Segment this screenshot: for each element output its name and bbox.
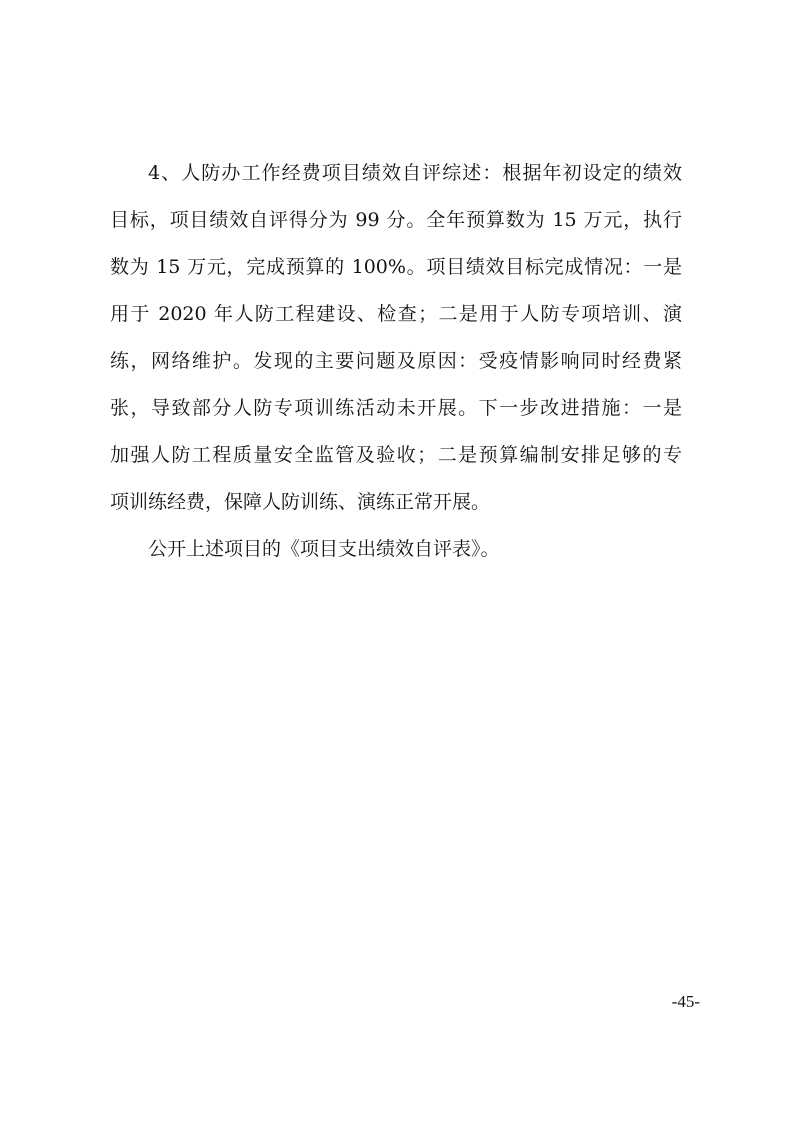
paragraph-line: 用于 2020 年人防工程建设、检查；二是用于人防专项培训、演	[110, 303, 682, 325]
page-number: -45-	[671, 992, 700, 1011]
paragraph-line: 项训练经费，保障人防训练、演练正常开展。	[110, 491, 491, 513]
paragraph-line: 数为 15 万元，完成预算的 100%。项目绩效目标完成情况：一是	[110, 256, 682, 278]
paragraph-line: 目标，项目绩效自评得分为 99 分。全年预算数为 15 万元，执行	[110, 209, 682, 231]
paragraph-line: 练，网络维护。发现的主要问题及原因：受疫情影响同时经费紧	[110, 350, 682, 372]
paragraph-line: 张，导致部分人防专项训练活动未开展。下一步改进措施：一是	[110, 397, 682, 419]
paragraph-text: 公开上述项目的《项目支出绩效自评表》。	[148, 538, 500, 560]
paragraph-line: 加强人防工程质量安全监管及验收；二是预算编制安排足够的专	[110, 444, 682, 466]
paragraph-line: 4、人防办工作经费项目绩效自评综述：根据年初设定的绩效	[148, 162, 682, 184]
